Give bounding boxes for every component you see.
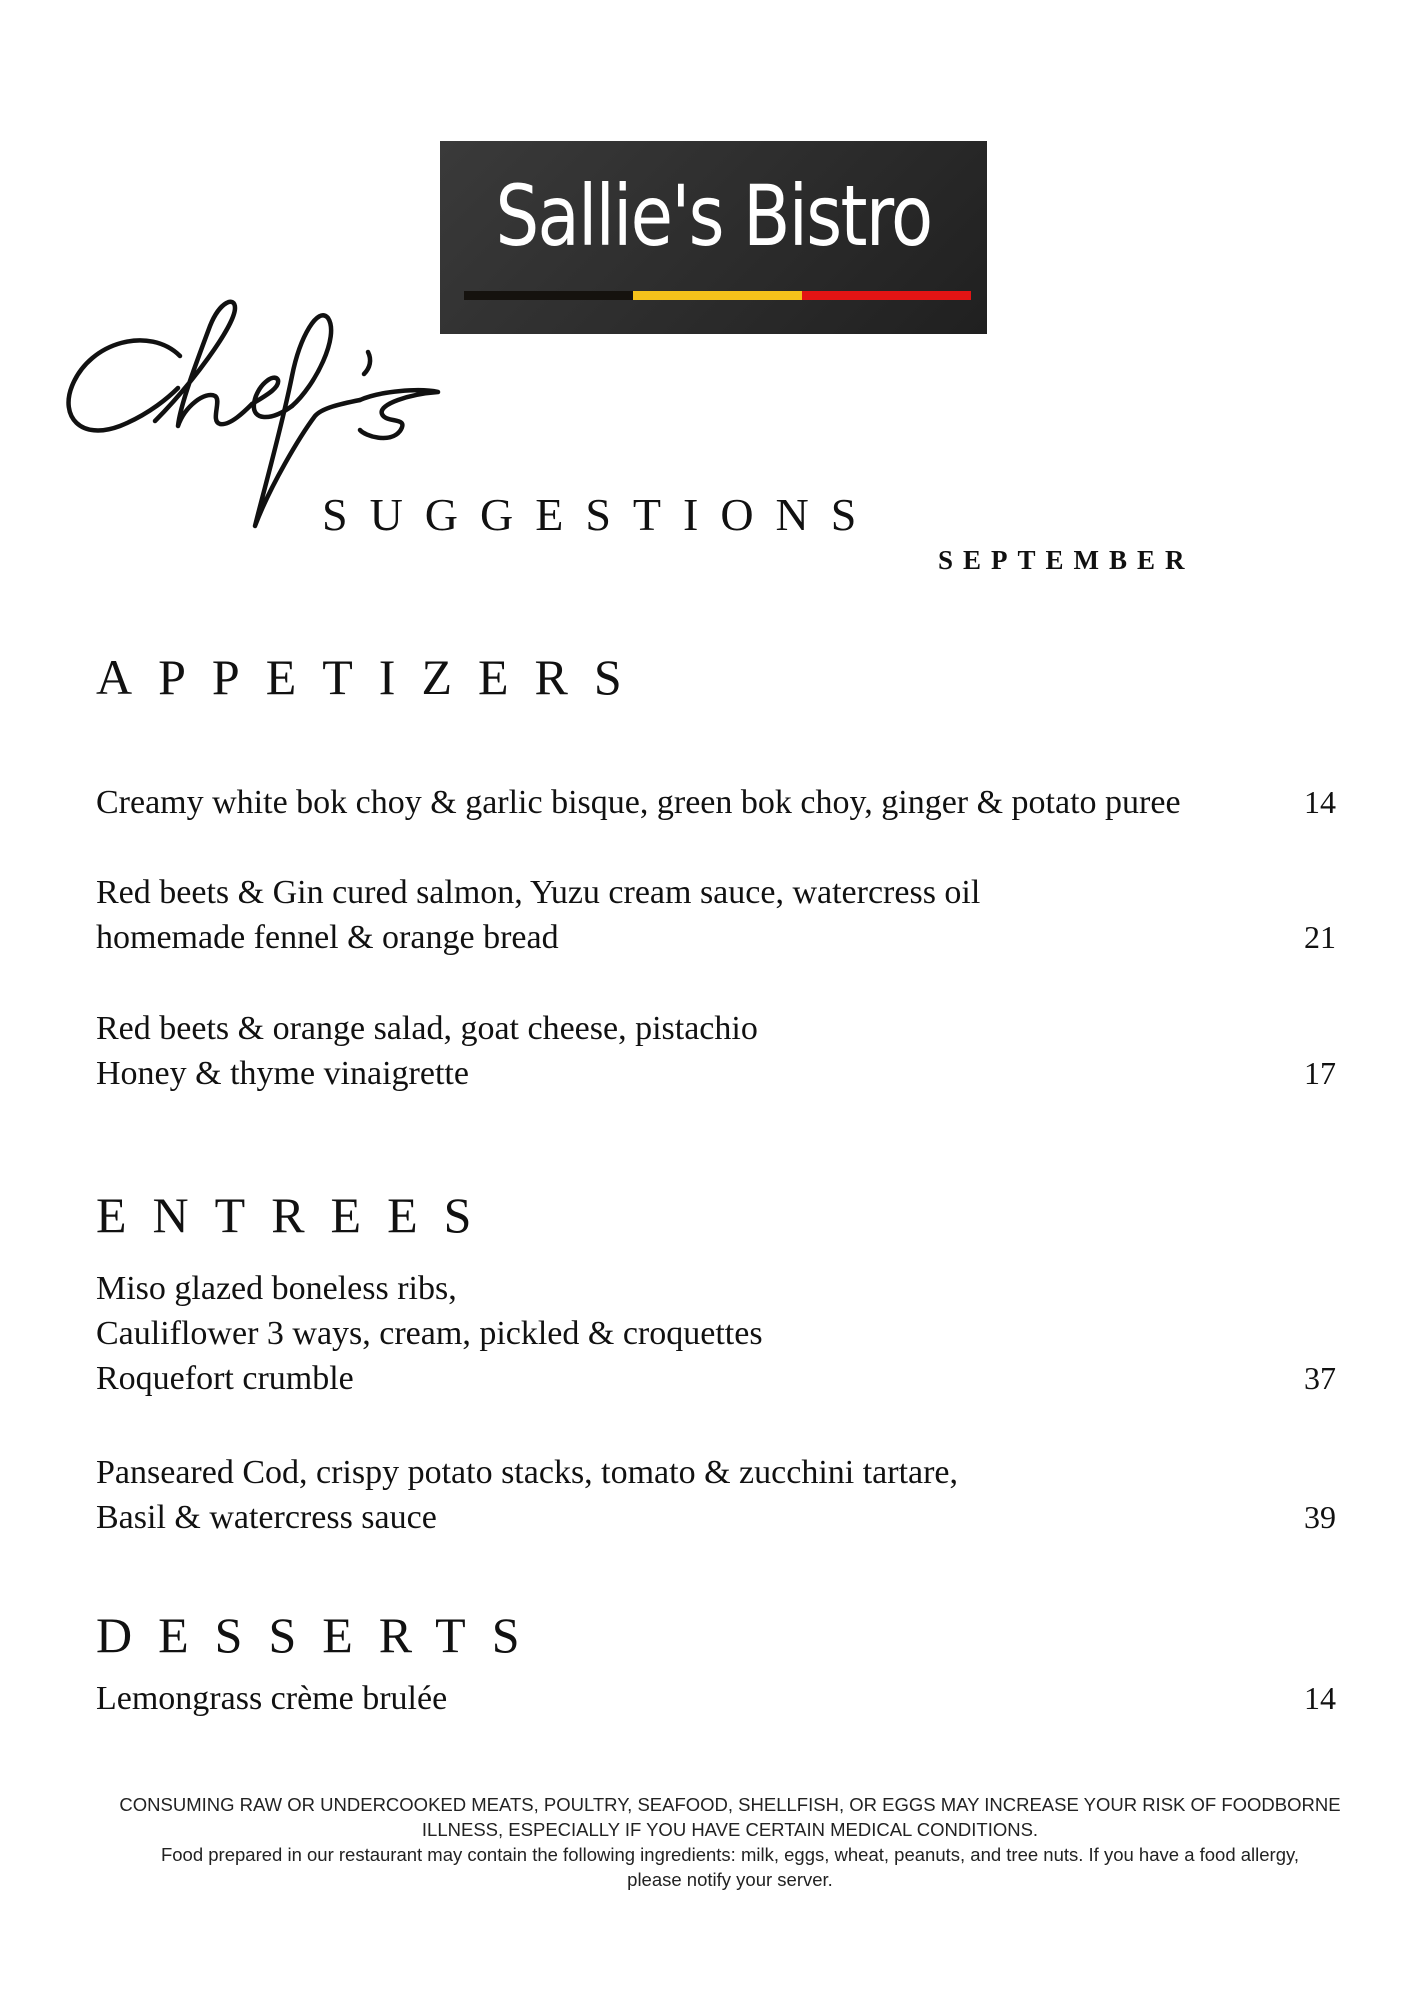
menu-item-gin-cured-salmon bbox=[96, 870, 1336, 960]
menu-item-creme-brulee bbox=[96, 1676, 1336, 1721]
item-description-line: Red beets & Gin cured salmon, Yuzu cream sauce, watercress oil bbox=[96, 874, 981, 911]
entrees-heading: ENTREES bbox=[96, 1187, 498, 1243]
item-description-line: Honey & thyme vinaigrette bbox=[96, 1055, 469, 1092]
item-description-line: homemade fennel & orange bread bbox=[96, 919, 559, 956]
logo-stripes bbox=[464, 291, 971, 300]
item-description-line: Roquefort crumble bbox=[96, 1360, 354, 1397]
food-safety-disclaimer bbox=[100, 1792, 1360, 1892]
menu-item-beet-orange-salad bbox=[96, 1006, 1336, 1096]
logo-stripe-yellow bbox=[633, 291, 802, 300]
suggestions-subtitle: SUGGESTIONS bbox=[322, 489, 879, 540]
item-description-line: Cauliflower 3 ways, cream, pickled & croquettes bbox=[96, 1315, 763, 1352]
item-price: 21 bbox=[1304, 919, 1336, 955]
logo-name: Sallie's Bistro bbox=[495, 167, 932, 265]
disclaimer-line: CONSUMING RAW OR UNDERCOOKED MEATS, POULTRY, SEAFOOD, SHELLFISH, OR EGGS MAY INCREASE YOUR RISK OF FOODBORNE bbox=[119, 1794, 1341, 1815]
disclaimer-line: please notify your server. bbox=[627, 1869, 833, 1890]
item-price: 17 bbox=[1304, 1055, 1336, 1091]
item-price: 14 bbox=[1304, 784, 1336, 820]
disclaimer-line: ILLNESS, ESPECIALLY IF YOU HAVE CERTAIN MEDICAL CONDITIONS. bbox=[421, 1819, 1039, 1840]
month-label: SEPTEMBER bbox=[938, 545, 1195, 575]
logo-stripe-red bbox=[802, 291, 971, 300]
item-description-line: Panseared Cod, crispy potato stacks, tomato & zucchini tartare, bbox=[96, 1454, 959, 1491]
menu-item-bok-choy-bisque bbox=[96, 780, 1336, 825]
item-description-line: Red beets & orange salad, goat cheese, pistachio bbox=[96, 1010, 758, 1047]
appetizers-heading: APPETIZERS bbox=[96, 649, 648, 705]
item-price: 39 bbox=[1304, 1499, 1336, 1535]
desserts-heading: DESSERTS bbox=[96, 1607, 546, 1663]
item-price: 14 bbox=[1304, 1680, 1336, 1716]
item-description-line: Creamy white bok choy & garlic bisque, green bok choy, ginger & potato puree bbox=[96, 784, 1181, 821]
item-description-line: Basil & watercress sauce bbox=[96, 1499, 437, 1536]
restaurant-logo bbox=[440, 141, 987, 334]
disclaimer-line: Food prepared in our restaurant may contain the following ingredients: milk, eggs, wheat, peanuts, and tree nuts. If you have a food allergy, bbox=[160, 1844, 1300, 1865]
item-price: 37 bbox=[1304, 1360, 1336, 1396]
menu-item-panseared-cod bbox=[96, 1450, 1336, 1540]
item-description-line: Miso glazed boneless ribs, bbox=[96, 1270, 457, 1307]
item-description-line: Lemongrass crème brulée bbox=[96, 1680, 448, 1717]
menu-item-miso-ribs bbox=[96, 1266, 1336, 1401]
